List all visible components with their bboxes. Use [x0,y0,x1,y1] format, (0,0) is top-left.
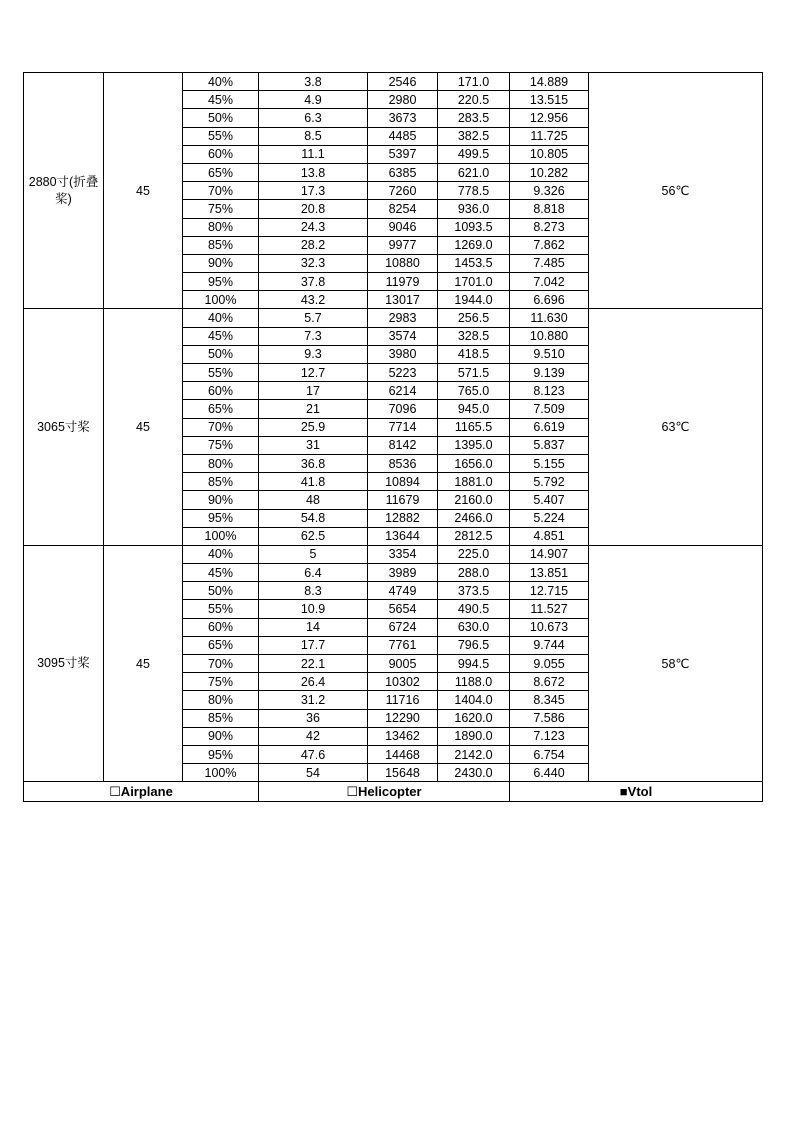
efficiency-cell: 8.345 [510,691,589,709]
thrust-cell: 6724 [368,618,438,636]
throttle-cell: 45% [183,91,259,109]
power-cell: 796.5 [438,636,510,654]
throttle-cell: 95% [183,745,259,763]
power-cell: 1269.0 [438,236,510,254]
current-cell: 10.9 [259,600,368,618]
throttle-cell: 80% [183,691,259,709]
efficiency-cell: 9.510 [510,345,589,363]
table-row [24,309,763,327]
helicopter-checkbox-label: ☐Helicopter [259,782,510,802]
thrust-cell: 9046 [368,218,438,236]
throttle-cell: 65% [183,636,259,654]
current-cell: 12.7 [259,364,368,382]
efficiency-cell: 5.837 [510,436,589,454]
thrust-cell: 7096 [368,400,438,418]
power-cell: 2160.0 [438,491,510,509]
efficiency-cell: 13.515 [510,91,589,109]
thrust-cell: 2983 [368,309,438,327]
throttle-cell: 70% [183,182,259,200]
thrust-cell: 3989 [368,564,438,582]
current-cell: 11.1 [259,145,368,163]
current-cell: 36.8 [259,454,368,472]
thrust-cell: 13017 [368,291,438,309]
power-cell: 382.5 [438,127,510,145]
efficiency-cell: 14.889 [510,73,589,91]
thrust-cell: 12882 [368,509,438,527]
thrust-cell: 7714 [368,418,438,436]
efficiency-cell: 6.696 [510,291,589,309]
airplane-checkbox-label: ☐Airplane [24,782,259,802]
throttle-cell: 75% [183,436,259,454]
current-cell: 54 [259,764,368,782]
thrust-cell: 7761 [368,636,438,654]
throttle-cell: 55% [183,600,259,618]
throttle-cell: 50% [183,582,259,600]
efficiency-cell: 11.630 [510,309,589,327]
efficiency-cell: 8.123 [510,382,589,400]
voltage-cell: 45 [104,545,183,781]
efficiency-cell: 9.744 [510,636,589,654]
throttle-cell: 50% [183,345,259,363]
throttle-cell: 40% [183,545,259,563]
current-cell: 48 [259,491,368,509]
efficiency-cell: 5.407 [510,491,589,509]
efficiency-cell: 10.282 [510,163,589,181]
thrust-cell: 3980 [368,345,438,363]
thrust-cell: 9977 [368,236,438,254]
efficiency-cell: 11.527 [510,600,589,618]
power-cell: 1404.0 [438,691,510,709]
throttle-cell: 55% [183,364,259,382]
current-cell: 13.8 [259,163,368,181]
table-row [24,73,763,91]
throttle-cell: 90% [183,491,259,509]
efficiency-cell: 8.672 [510,673,589,691]
power-cell: 373.5 [438,582,510,600]
power-cell: 418.5 [438,345,510,363]
power-cell: 1656.0 [438,454,510,472]
current-cell: 43.2 [259,291,368,309]
power-cell: 630.0 [438,618,510,636]
power-cell: 1093.5 [438,218,510,236]
current-cell: 4.9 [259,91,368,109]
efficiency-cell: 9.055 [510,655,589,673]
thrust-cell: 11716 [368,691,438,709]
propeller-name-cell: 3095寸桨 [24,545,104,781]
current-cell: 54.8 [259,509,368,527]
power-cell: 1881.0 [438,473,510,491]
current-cell: 25.9 [259,418,368,436]
current-cell: 41.8 [259,473,368,491]
power-cell: 994.5 [438,655,510,673]
efficiency-cell: 6.754 [510,745,589,763]
thrust-cell: 4749 [368,582,438,600]
throttle-cell: 65% [183,163,259,181]
efficiency-cell: 8.273 [510,218,589,236]
thrust-cell: 5397 [368,145,438,163]
power-cell: 1890.0 [438,727,510,745]
throttle-cell: 75% [183,200,259,218]
throttle-cell: 85% [183,473,259,491]
thrust-cell: 6385 [368,163,438,181]
current-cell: 17 [259,382,368,400]
thrust-cell: 7260 [368,182,438,200]
thrust-cell: 10894 [368,473,438,491]
table-row [24,545,763,563]
throttle-cell: 90% [183,727,259,745]
current-cell: 26.4 [259,673,368,691]
power-cell: 490.5 [438,600,510,618]
table-footer-row [24,782,763,802]
power-cell: 1453.5 [438,254,510,272]
power-cell: 1701.0 [438,273,510,291]
temperature-cell: 58℃ [589,545,763,781]
power-cell: 1395.0 [438,436,510,454]
throttle-cell: 75% [183,673,259,691]
efficiency-cell: 14.907 [510,545,589,563]
current-cell: 20.8 [259,200,368,218]
current-cell: 21 [259,400,368,418]
temperature-cell: 56℃ [589,73,763,309]
current-cell: 17.7 [259,636,368,654]
efficiency-cell: 10.805 [510,145,589,163]
current-cell: 37.8 [259,273,368,291]
throttle-cell: 80% [183,454,259,472]
power-cell: 778.5 [438,182,510,200]
power-cell: 1620.0 [438,709,510,727]
power-cell: 621.0 [438,163,510,181]
current-cell: 5.7 [259,309,368,327]
current-cell: 8.3 [259,582,368,600]
throttle-cell: 100% [183,527,259,545]
thrust-cell: 9005 [368,655,438,673]
throttle-cell: 95% [183,509,259,527]
thrust-cell: 3354 [368,545,438,563]
power-cell: 765.0 [438,382,510,400]
current-cell: 3.8 [259,73,368,91]
power-cell: 1165.5 [438,418,510,436]
power-cell: 1188.0 [438,673,510,691]
current-cell: 8.5 [259,127,368,145]
efficiency-cell: 10.673 [510,618,589,636]
thrust-cell: 5223 [368,364,438,382]
thrust-cell: 14468 [368,745,438,763]
voltage-cell: 45 [104,73,183,309]
thrust-cell: 3574 [368,327,438,345]
throttle-cell: 95% [183,273,259,291]
power-cell: 220.5 [438,91,510,109]
efficiency-cell: 9.139 [510,364,589,382]
power-cell: 1944.0 [438,291,510,309]
efficiency-cell: 7.862 [510,236,589,254]
current-cell: 31 [259,436,368,454]
power-cell: 571.5 [438,364,510,382]
throttle-cell: 60% [183,618,259,636]
thrust-cell: 13462 [368,727,438,745]
efficiency-cell: 12.956 [510,109,589,127]
throttle-cell: 45% [183,564,259,582]
thrust-cell: 3673 [368,109,438,127]
current-cell: 17.3 [259,182,368,200]
power-cell: 2466.0 [438,509,510,527]
efficiency-cell: 11.725 [510,127,589,145]
efficiency-cell: 9.326 [510,182,589,200]
efficiency-cell: 6.440 [510,764,589,782]
power-cell: 328.5 [438,327,510,345]
current-cell: 9.3 [259,345,368,363]
thrust-cell: 6214 [368,382,438,400]
power-cell: 945.0 [438,400,510,418]
thrust-cell: 13644 [368,527,438,545]
efficiency-cell: 8.818 [510,200,589,218]
power-cell: 225.0 [438,545,510,563]
current-cell: 62.5 [259,527,368,545]
thrust-cell: 8142 [368,436,438,454]
power-cell: 256.5 [438,309,510,327]
efficiency-cell: 7.485 [510,254,589,272]
throttle-cell: 100% [183,291,259,309]
current-cell: 31.2 [259,691,368,709]
power-cell: 499.5 [438,145,510,163]
throttle-cell: 80% [183,218,259,236]
thrust-cell: 2546 [368,73,438,91]
efficiency-cell: 7.509 [510,400,589,418]
voltage-cell: 45 [104,309,183,545]
current-cell: 36 [259,709,368,727]
throttle-cell: 70% [183,655,259,673]
throttle-cell: 90% [183,254,259,272]
power-cell: 2142.0 [438,745,510,763]
throttle-cell: 45% [183,327,259,345]
thrust-cell: 11679 [368,491,438,509]
thrust-cell: 12290 [368,709,438,727]
vtol-checkbox-label: ■Vtol [510,782,763,802]
throttle-cell: 85% [183,709,259,727]
thrust-cell: 2980 [368,91,438,109]
power-cell: 2812.5 [438,527,510,545]
current-cell: 32.3 [259,254,368,272]
thrust-cell: 11979 [368,273,438,291]
current-cell: 28.2 [259,236,368,254]
throttle-cell: 60% [183,382,259,400]
current-cell: 14 [259,618,368,636]
efficiency-cell: 10.880 [510,327,589,345]
throttle-cell: 40% [183,309,259,327]
efficiency-cell: 13.851 [510,564,589,582]
propeller-name-cell: 2880寸(折叠桨) [24,73,104,309]
power-cell: 2430.0 [438,764,510,782]
temperature-cell: 63℃ [589,309,763,545]
thrust-cell: 5654 [368,600,438,618]
thrust-cell: 8536 [368,454,438,472]
current-cell: 6.4 [259,564,368,582]
current-cell: 7.3 [259,327,368,345]
current-cell: 5 [259,545,368,563]
thrust-cell: 10880 [368,254,438,272]
throttle-cell: 55% [183,127,259,145]
throttle-cell: 65% [183,400,259,418]
efficiency-cell: 6.619 [510,418,589,436]
throttle-cell: 40% [183,73,259,91]
thrust-cell: 8254 [368,200,438,218]
current-cell: 24.3 [259,218,368,236]
test-data-table [23,72,763,802]
thrust-cell: 10302 [368,673,438,691]
efficiency-cell: 4.851 [510,527,589,545]
efficiency-cell: 5.155 [510,454,589,472]
efficiency-cell: 12.715 [510,582,589,600]
throttle-cell: 70% [183,418,259,436]
power-cell: 936.0 [438,200,510,218]
propeller-name-cell: 3065寸桨 [24,309,104,545]
efficiency-cell: 7.123 [510,727,589,745]
current-cell: 47.6 [259,745,368,763]
thrust-cell: 4485 [368,127,438,145]
throttle-cell: 100% [183,764,259,782]
efficiency-cell: 7.042 [510,273,589,291]
power-cell: 288.0 [438,564,510,582]
current-cell: 6.3 [259,109,368,127]
power-cell: 171.0 [438,73,510,91]
efficiency-cell: 5.224 [510,509,589,527]
throttle-cell: 60% [183,145,259,163]
current-cell: 42 [259,727,368,745]
power-cell: 283.5 [438,109,510,127]
throttle-cell: 85% [183,236,259,254]
throttle-cell: 50% [183,109,259,127]
efficiency-cell: 7.586 [510,709,589,727]
efficiency-cell: 5.792 [510,473,589,491]
thrust-cell: 15648 [368,764,438,782]
current-cell: 22.1 [259,655,368,673]
